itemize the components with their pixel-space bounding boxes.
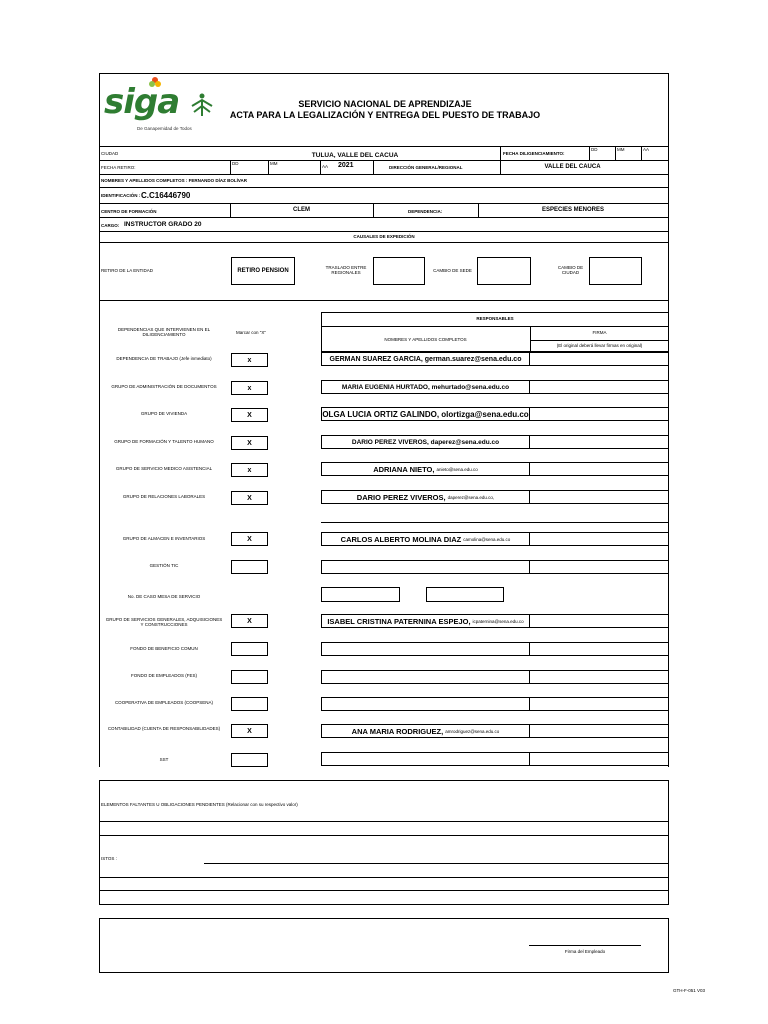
cambio-sede-label: CAMBIO DE SEDE — [433, 268, 472, 273]
year-value[interactable]: 2021 — [338, 162, 354, 169]
retiro-mm-label: MM — [270, 161, 278, 166]
identificacion-label: IDENTIFICACIÓN : — [101, 193, 141, 198]
dep-label: GESTIÓN TIC — [149, 563, 179, 568]
responsable-name-text: ISABEL CRISTINA PATERNINA ESPEJO, — [327, 616, 471, 626]
cargo-value[interactable]: INSTRUCTOR GRADO 20 — [124, 221, 202, 228]
mm-label: MM — [617, 147, 625, 152]
centro-label: CENTRO DE FORMACIÓN — [101, 209, 157, 214]
dep-label: CONTABILIDAD (CUENTA DE RESPONSABILIDADES) — [107, 726, 221, 731]
sena-logo — [190, 92, 214, 118]
cambio-ciudad-label: CAMBIO DE CIUDAD — [557, 265, 584, 276]
mark-box[interactable]: x — [231, 353, 268, 367]
sena-emblem-icon — [190, 92, 214, 118]
firma-empleado-label: Firma del Empleado — [564, 949, 606, 954]
signature-cell[interactable] — [530, 462, 669, 476]
ciudad-label: CIUDAD — [101, 151, 119, 156]
cambio-sede-box[interactable] — [477, 257, 531, 285]
mark-box[interactable] — [231, 697, 268, 711]
responsable-name[interactable] — [321, 490, 530, 504]
responsable-name[interactable] — [321, 697, 530, 711]
ciudad-value[interactable]: TULUA, VALLE DEL CACUA — [311, 152, 399, 159]
dep-label: FONDO DE EMPLEADOS (FES) — [130, 673, 197, 678]
title-line2: ACTA PARA LA LEGALIZACIÓN Y ENTREGA DEL PUESTO DE TRABAJO — [229, 110, 541, 120]
signature-cell[interactable] — [530, 407, 669, 421]
aa-label: AA — [643, 147, 650, 152]
mark-box[interactable] — [231, 670, 268, 684]
dependencia-label: DEPENDENCIA: — [408, 209, 443, 214]
signature-cell[interactable] — [530, 697, 669, 711]
dependencia-value[interactable]: ESPECIES MENORES — [541, 207, 604, 213]
responsable-email: anieto@sena.edu.co — [436, 466, 478, 472]
responsable-name-text: ANA MARIA RODRIGUEZ, — [351, 726, 444, 736]
direccion-label: DIRECCIÓN GENERAL/REGIONAL — [389, 165, 463, 170]
dep-label: No. DE CASO MESA DE SERVICIO — [127, 594, 201, 599]
responsable-name-text: MARIA EUGENIA HURTADO, mehurtado@sena.edu.co — [341, 383, 510, 391]
responsable-name[interactable] — [321, 560, 530, 574]
retiro-entidad-label: RETIRO DE LA ENTIDAD — [101, 268, 154, 273]
centro-value[interactable]: CLEM — [293, 207, 310, 213]
dd-label: DD — [591, 147, 598, 152]
responsable-name-text: DARIO PEREZ VIVEROS, daperez@sena.edu.co — [351, 438, 500, 446]
firma-header: FIRMA — [592, 330, 607, 335]
signature-cell[interactable] — [530, 532, 669, 546]
cargo-label: CARGO: — [101, 223, 120, 228]
dep-label: GRUPO DE SERVICIOS GENERALES, ADQUISICIONES Y CONSTRUCCIONES — [105, 617, 223, 628]
title-line1: SERVICIO NACIONAL DE APRENDIZAJE — [298, 99, 472, 109]
dep-label: GRUPO DE RELACIONES LABORALES — [122, 494, 206, 499]
direccion-value[interactable]: VALLE DEL CAUCA — [544, 164, 601, 170]
responsable-email: camolina@sena.edu.co — [463, 536, 511, 542]
siga-logo — [104, 76, 192, 134]
mark-box[interactable] — [231, 642, 268, 656]
responsable-email: amrodriguez@sena.edu.co — [445, 728, 500, 734]
dep-label: DEPENDENCIA DE TRABAJO (Jefe inmediato) — [116, 356, 212, 361]
signature-cell[interactable] — [530, 614, 669, 628]
dep-label: SST — [159, 757, 169, 762]
signature-cell[interactable] — [530, 352, 669, 366]
fecha-dilig-label: FECHA DILIGENCIAMIENTO: — [503, 151, 565, 156]
logo-text: siga — [104, 82, 180, 122]
mesa-servicio-box-1[interactable] — [321, 587, 400, 602]
responsables-header: RESPONSABLES — [476, 316, 514, 321]
dependencias-header: DEPENDENCIAS QUE INTERVIENEN EN EL DILIGENCIAMIENTO — [117, 327, 211, 338]
responsable-email: icpaternina@sena.edu.co — [472, 618, 524, 624]
retiro-pension-value: RETIRO PENSION — [237, 268, 289, 274]
responsable-name[interactable] — [321, 462, 530, 476]
fecha-retiro-label: FECHA RETIRO: — [101, 165, 136, 170]
mark-box[interactable]: X — [231, 491, 268, 505]
dep-label: FONDO DE BENEFICIO COMUN — [130, 646, 198, 651]
responsable-name[interactable] — [321, 724, 530, 738]
firma-note: (El original deberá llevar firmas en original) — [556, 343, 643, 348]
elementos-faltantes-label: ELEMENTOS FALTANTES U OBLIGACIONES PENDIENTES (Relacionar con su respectivo valor) — [101, 802, 298, 807]
identificacion-value[interactable]: C.C16446790 — [141, 191, 191, 200]
responsable-name[interactable] — [321, 642, 530, 656]
mark-box[interactable]: X — [231, 614, 268, 628]
traslado-label: TRASLADO ENTRE REGIONALES — [325, 265, 367, 276]
cambio-ciudad-box[interactable] — [589, 257, 642, 285]
signature-cell[interactable] — [530, 560, 669, 574]
elementos-faltantes-box — [99, 780, 669, 905]
mark-box[interactable]: X — [231, 724, 268, 738]
dep-label: GRUPO DE FORMACIÓN Y TALENTO HUMANO — [114, 439, 214, 444]
signature-cell[interactable] — [530, 435, 669, 449]
responsable-name[interactable] — [321, 670, 530, 684]
retiro-dd-label: DD — [232, 161, 239, 166]
responsable-name-text: CARLOS ALBERTO MOLINA DIAZ — [340, 534, 462, 544]
signature-cell[interactable] — [530, 752, 669, 766]
responsable-name-text: DARIO PEREZ VIVEROS, — [356, 492, 446, 502]
responsable-name-text: OLGA LUCIA ORTIZ GALINDO, olortizga@sena.edu.co — [322, 409, 529, 419]
nombres-label: NOMBRES Y APELLIDOS COMPLETOS : FERNANDO DÍAZ BOLÍVAR — [101, 178, 248, 183]
signature-cell[interactable] — [530, 642, 669, 656]
traslado-box[interactable] — [373, 257, 425, 285]
signature-cell[interactable] — [530, 670, 669, 684]
responsable-email: daperez@sena.edu.co, — [447, 494, 495, 500]
mark-box[interactable] — [231, 753, 268, 767]
responsable-name[interactable] — [321, 614, 530, 628]
dep-label: GRUPO DE VIVIENDA — [140, 411, 188, 416]
responsable-name[interactable] — [321, 352, 530, 366]
vistos-label: ISTOS : — [101, 856, 117, 861]
dep-label: GRUPO DE ADMINISTRACIÓN DE DOCUMENTOS — [111, 384, 217, 389]
dep-label: GRUPO DE SERVICIO MEDICO ASISTENCIAL — [115, 466, 213, 471]
retiro-aa-label: AA — [322, 164, 329, 169]
mark-box[interactable]: X — [231, 436, 268, 450]
document-code: GTH-F-051 V03 — [672, 988, 705, 993]
retiro-pension-box[interactable] — [231, 257, 295, 285]
mark-box[interactable]: x — [231, 463, 268, 477]
dep-label: GRUPO DE ALMACEN E INVENTARIOS — [122, 536, 206, 541]
nombres-header: NOMBRES Y APELLIDOS COMPLETOS — [384, 337, 467, 342]
causales-label: CAUSALES DE EXPEDICIÓN — [353, 234, 415, 239]
marcar-header: Marcar con "X" — [236, 330, 266, 335]
responsable-name[interactable] — [321, 407, 530, 421]
mark-box[interactable]: X — [231, 532, 268, 546]
responsable-name[interactable] — [321, 435, 530, 449]
responsable-name[interactable] — [321, 380, 530, 394]
logo-tagline: De Ganapemidad de Todos — [137, 126, 192, 131]
responsable-name[interactable] — [321, 532, 530, 546]
mark-box[interactable]: x — [231, 381, 268, 395]
signature-cell[interactable] — [530, 724, 669, 738]
vistos-line[interactable] — [204, 863, 669, 864]
responsable-name-text: GERMAN SUAREZ GARCIA, german.suarez@sena.edu.co — [329, 355, 522, 363]
signature-cell[interactable] — [530, 380, 669, 394]
mark-box[interactable]: X — [231, 408, 268, 422]
dep-label: COOPERATIVA DE EMPLEADOS (COOPSENA) — [114, 700, 214, 705]
responsable-name[interactable] — [321, 752, 530, 766]
responsable-name-text: ADRIANA NIETO, — [373, 464, 435, 474]
mark-box[interactable] — [231, 560, 268, 574]
signature-cell[interactable] — [530, 490, 669, 504]
mesa-servicio-box-2[interactable] — [426, 587, 504, 602]
signature-line[interactable] — [529, 945, 641, 946]
